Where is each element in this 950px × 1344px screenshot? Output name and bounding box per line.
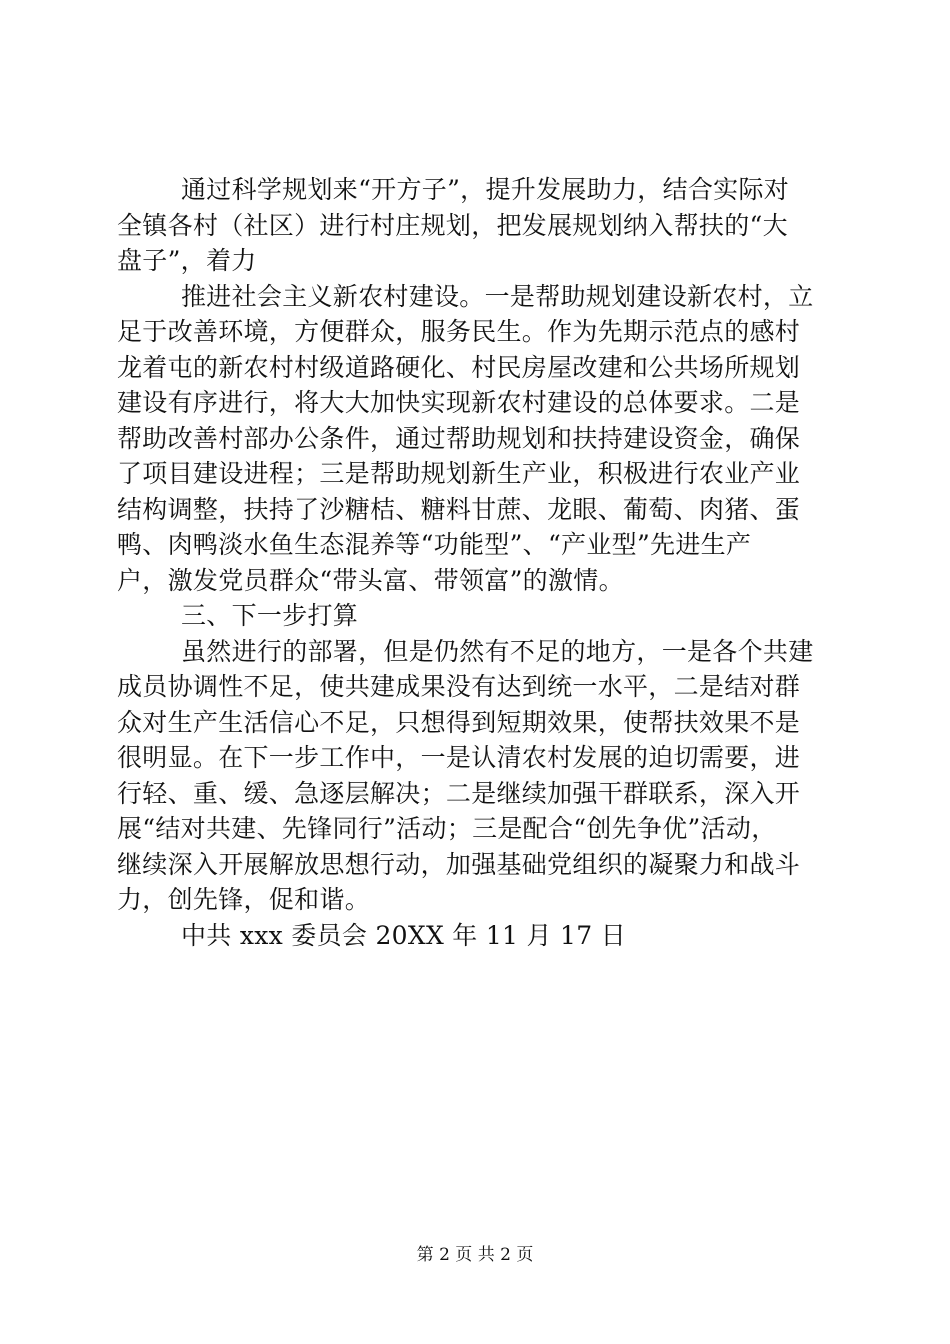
- document-body: [117, 172, 837, 953]
- section-heading: 三、下一步打算: [181, 601, 359, 630]
- paragraph-line: 了项目建设进程；三是帮助规划新生产业，积极进行农业产业: [117, 459, 801, 488]
- page-footer: [0, 1243, 950, 1267]
- paragraph-line: 足于改善环境，方便群众，服务民生。作为先期示范点的感村: [117, 317, 801, 346]
- paragraph-line: 虽然进行的部署，但是仍然有不足的地方，一是各个共建: [181, 636, 814, 666]
- paragraph-line: 通过科学规划来“开方子”，提升发展助力，结合实际对: [181, 175, 790, 204]
- paragraph-line: 鸭、肉鸭淡水鱼生态混养等“功能型”、“产业型”先进生产: [117, 530, 752, 559]
- paragraph-line: 推进社会主义新农村建设。一是帮助规划建设新农村，立: [181, 281, 814, 311]
- paragraph-line: 帮助改善村部办公条件，通过帮助规划和扶持建设资金，确保: [117, 423, 801, 453]
- paragraph-line: 力，创先锋，促和谐。: [117, 885, 371, 914]
- paragraph-line: 成员协调性不足，使共建成果没有达到统一水平，二是结对群: [117, 672, 801, 701]
- paragraph-line: 行轻、重、缓、急逐层解决；二是继续加强干群联系，深入开: [117, 778, 801, 808]
- paragraph-line: 全镇各村（社区）进行村庄规划，把发展规划纳入帮扶的“大: [117, 210, 788, 240]
- page-number: 第 2 页 共 2 页: [416, 1245, 534, 1265]
- paragraph-line: 户，激发党员群众“带头富、带领富”的激情。: [117, 565, 624, 595]
- paragraph-line: 建设有序进行，将大大加快实现新农村建设的总体要求。二是: [117, 388, 801, 417]
- paragraph-line: 展“结对共建、先锋同行”活动；三是配合“创先争优”活动，: [117, 814, 777, 843]
- paragraph-line: 众对生产生活信心不足，只想得到短期效果，使帮扶效果不是: [117, 707, 801, 737]
- paragraph-line: 很明显。在下一步工作中，一是认清农村发展的迫切需要，进: [117, 743, 801, 772]
- paragraph-line: 结构调整，扶持了沙糖桔、糖料甘蔗、龙眼、葡萄、肉猪、蛋: [117, 494, 801, 524]
- paragraph-line: 龙着屯的新农村村级道路硬化、村民房屋改建和公共场所规划: [117, 352, 801, 382]
- paragraph-line: 继续深入开展解放思想行动，加强基础党组织的凝聚力和战斗: [117, 849, 801, 879]
- paragraph-line: 盘子”，着力: [117, 246, 257, 275]
- signature-date-line: 中共 xxx 委员会 20XX 年 11 月 17 日: [181, 920, 627, 950]
